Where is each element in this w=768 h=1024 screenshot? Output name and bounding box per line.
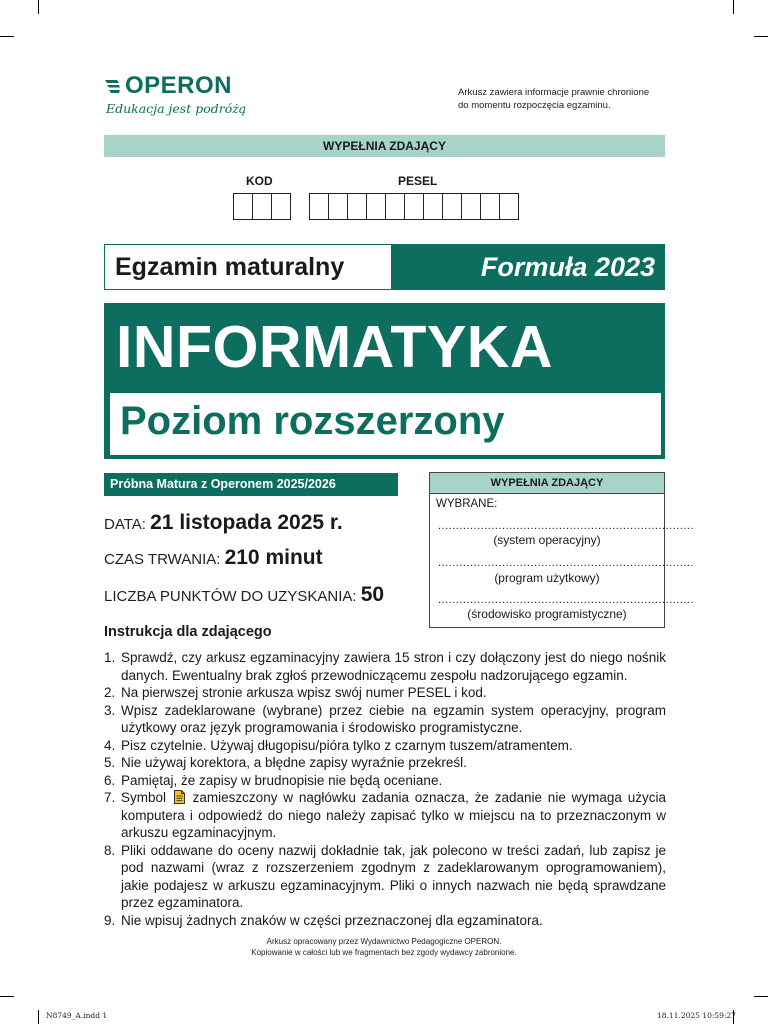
instruction-item xyxy=(104,684,666,702)
slug-file: N8749_A.indd 1 xyxy=(46,1011,108,1020)
digit-box[interactable] xyxy=(462,194,481,219)
instruction-item xyxy=(104,754,666,772)
instruction-text: Nie wpisuj żadnych znaków w części przeznaczonej dla egzaminatora. xyxy=(121,912,543,928)
os-caption: (system operacyjny) xyxy=(493,533,601,547)
digit-box[interactable] xyxy=(272,194,290,219)
exam-formula: Formuła 2023 xyxy=(392,244,665,290)
digit-box[interactable] xyxy=(253,194,272,219)
ide-field[interactable]: ........................................................................ xyxy=(438,594,695,606)
subject-block xyxy=(104,303,665,459)
duration-label: CZAS TRWANIA: xyxy=(104,551,221,568)
operon-logo xyxy=(104,72,246,116)
instruction-item xyxy=(104,772,666,790)
digit-box[interactable] xyxy=(386,194,405,219)
digit-box[interactable] xyxy=(443,194,462,219)
instruction-text: Sprawdź, czy arkusz egzaminacyjny zawiera 15 stron i czy dołączony jest do niego nośnik danych. Ewentualny brak zgłoś przewodniczącemu zespołu nadzorującego egzamin. xyxy=(121,650,666,683)
instruction-number: 1. xyxy=(104,650,116,665)
instruction-text-after: zamieszczony w nagłówku zadania oznacza, że zadanie nie wymaga użycia komputera i odpowiedź do niego należy zapisać tylko w miejscu na to przeznaczonym w arkuszu egzaminacyjnym. xyxy=(121,790,666,840)
instruction-text-before: Symbol xyxy=(121,790,167,805)
digit-box[interactable] xyxy=(234,194,253,219)
kod-label: KOD xyxy=(246,174,273,188)
date-value: 21 listopada 2025 r. xyxy=(150,511,343,534)
kod-boxes[interactable] xyxy=(233,193,291,220)
digit-box[interactable] xyxy=(481,194,500,219)
slug-datetime: 18.11.2025 10:59:27 xyxy=(657,1011,737,1020)
rights-line: do momentu rozpoczęcia egzaminu. xyxy=(458,100,611,111)
instruction-number: 8. xyxy=(104,842,116,858)
digit-box[interactable] xyxy=(500,194,518,219)
digit-box[interactable] xyxy=(348,194,367,219)
instruction-number: 5. xyxy=(104,755,116,770)
crop-mark xyxy=(38,1010,39,1024)
rights-notice xyxy=(458,86,649,112)
program-field[interactable]: ........................................................................ xyxy=(438,557,695,569)
duration-row xyxy=(104,546,323,570)
crop-mark xyxy=(733,0,734,14)
brand-tagline: Edukacja jest podróżą xyxy=(106,101,247,116)
date-row xyxy=(104,511,343,535)
date-label: DATA: xyxy=(104,516,146,533)
software-choice-box xyxy=(429,472,695,628)
pesel-label: PESEL xyxy=(398,174,438,188)
level-box xyxy=(110,393,661,455)
points-row xyxy=(104,583,384,607)
instruction-text xyxy=(121,789,666,842)
rights-line: Arkusz zawiera informacje prawnie chronione xyxy=(458,87,650,98)
digit-box[interactable] xyxy=(367,194,386,219)
digit-box[interactable] xyxy=(310,194,329,219)
program-caption: (program użytkowy) xyxy=(494,571,600,585)
crop-mark xyxy=(754,996,768,997)
instruction-text: Pliki oddawane do oceny nazwij dokładnie tak, jak polecono w treści zadań, lub zapisz je pod nazwami (wraz z rozszerzeniem zgodnym z zadeklarowanym oprogramowaniem), jakie podajesz w arkuszu egzaminacyjnym. Pliki o innych nazwach nie będą sprawdzane przez egzaminatora. xyxy=(121,842,666,910)
note-icon xyxy=(174,790,185,804)
instruction-number: 6. xyxy=(104,772,116,788)
instruction-number: 3. xyxy=(104,702,116,718)
brand-name: OPERON xyxy=(125,72,233,99)
subject-title: INFORMATYKA xyxy=(116,314,554,380)
points-label: LICZBA PUNKTÓW DO UZYSKANIA: xyxy=(104,588,357,605)
fill-band: WYPEŁNIA ZDAJĄCY xyxy=(104,135,665,157)
instruction-number: 2. xyxy=(104,685,116,700)
instruction-item xyxy=(104,737,666,755)
pesel-boxes[interactable] xyxy=(309,193,519,220)
subject-level: Poziom rozszerzony xyxy=(120,399,505,443)
instructions-list xyxy=(104,649,666,929)
ide-caption: (środowisko programistyczne) xyxy=(467,607,627,621)
instruction-item xyxy=(104,842,666,912)
instruction-item xyxy=(104,912,666,930)
exam-header xyxy=(104,244,665,290)
duration-value: 210 minut xyxy=(224,546,323,569)
instruction-item xyxy=(104,702,666,737)
instruction-item xyxy=(104,789,666,842)
exam-name: Egzamin maturalny xyxy=(104,244,392,290)
instruction-text: Na pierwszej stronie arkusza wpisz swój numer PESEL i kod. xyxy=(121,685,487,700)
digit-box[interactable] xyxy=(405,194,424,219)
choice-head: WYPEŁNIA ZDAJĄCY xyxy=(430,473,664,494)
crop-mark xyxy=(754,36,768,37)
instruction-item xyxy=(104,649,666,684)
crop-mark xyxy=(0,996,14,997)
publisher-footer xyxy=(0,936,768,958)
logo-wing-icon xyxy=(104,76,124,96)
instruction-number: 4. xyxy=(104,737,116,753)
instruction-number: 7. xyxy=(104,790,116,805)
footer-line: Kopiowanie w całości lub we fragmentach bez zgody wydawcy zabronione. xyxy=(251,948,517,957)
instruction-text: Pamiętaj, że zapisy w brudnopisie nie będą oceniane. xyxy=(121,772,443,788)
instruction-text: Nie używaj korektora, a błędne zapisy wyraźnie przekreśl. xyxy=(121,755,467,770)
crop-mark xyxy=(0,36,14,37)
instruction-text: Wpisz zadeklarowane (wybrane) przez ciebie na egzamin system operacyjny, program użytkowy oraz język programowania i środowisko programistyczne. xyxy=(121,702,666,735)
crop-mark xyxy=(38,0,39,14)
instruction-number: 9. xyxy=(104,912,116,928)
instruction-text: Pisz czytelnie. Używaj długopisu/pióra tylko z czarnym tuszem/atramentem. xyxy=(121,737,573,753)
instructions-title: Instrukcja dla zdającego xyxy=(104,624,272,640)
os-field[interactable]: ........................................................................ xyxy=(438,520,695,532)
trial-banner: Próbna Matura z Operonem 2025/2026 xyxy=(104,473,398,496)
digit-box[interactable] xyxy=(329,194,348,219)
footer-line: Arkusz opracowany przez Wydawnictwo Pedagogiczne OPERON. xyxy=(266,937,502,946)
choice-label: WYBRANE: xyxy=(436,498,498,510)
points-value: 50 xyxy=(360,583,385,606)
digit-box[interactable] xyxy=(424,194,443,219)
